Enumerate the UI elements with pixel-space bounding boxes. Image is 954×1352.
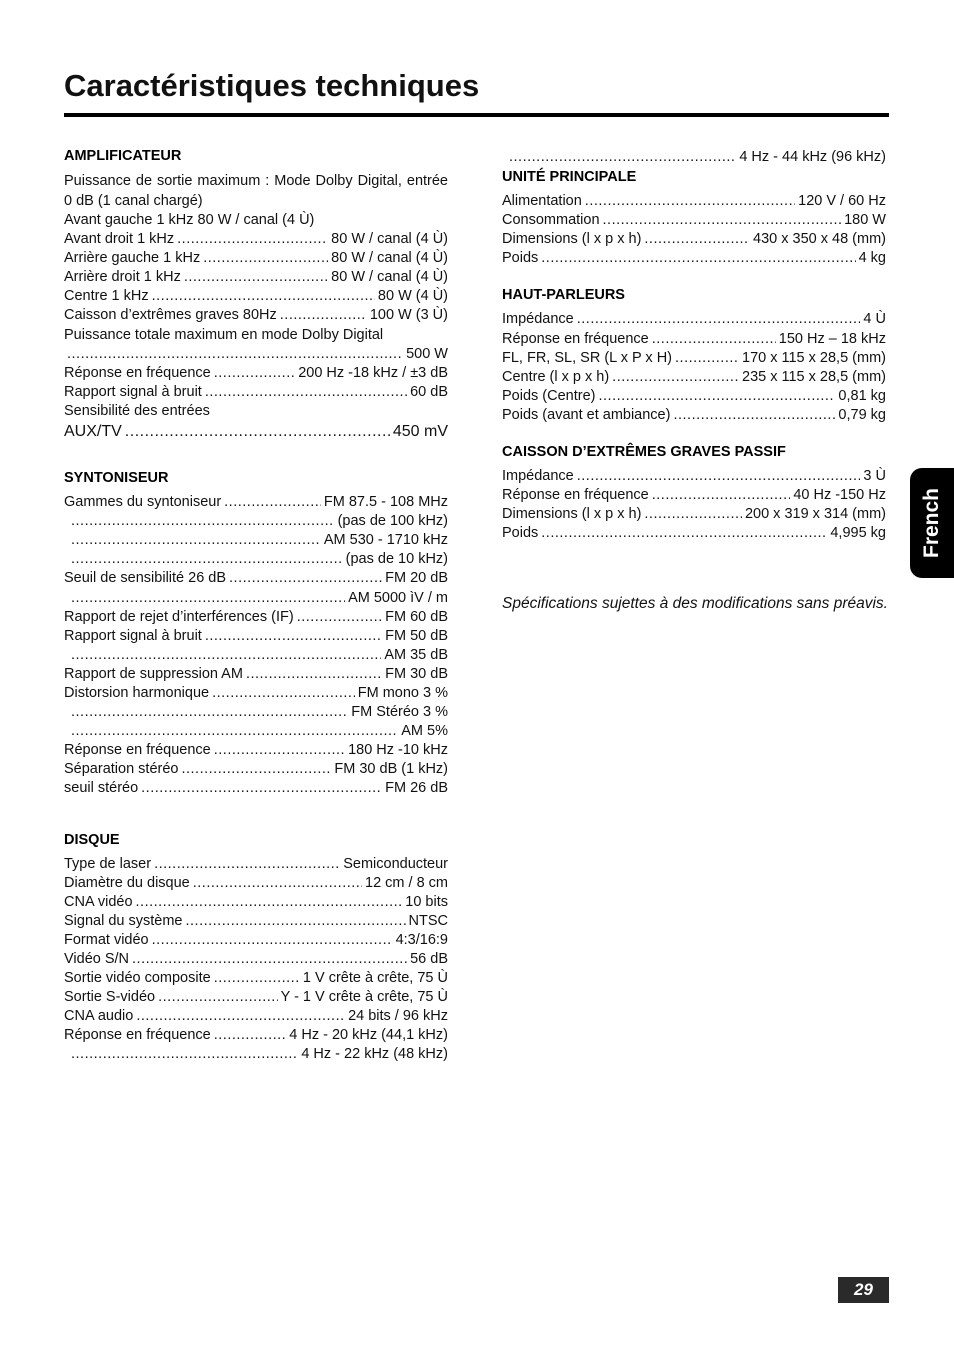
leader-dots <box>652 486 791 505</box>
spec-label: Rapport signal à bruit <box>64 627 202 644</box>
spec-row <box>502 211 886 230</box>
spec-row <box>64 893 448 912</box>
leader-dots <box>673 406 835 425</box>
spec-value: NTSC <box>408 912 448 929</box>
spec-label: Sortie S-vidéo <box>64 989 156 1006</box>
disclaimer-note: Spécifications sujettes à des modifications sans préavis. <box>502 595 888 612</box>
section-unite-principale <box>502 169 886 268</box>
spec-label: Seuil de sensibilité 26 dB <box>64 570 227 587</box>
spec-value: 10 bits <box>405 893 448 910</box>
leader-dots <box>603 211 842 230</box>
spec-value: 180 W <box>844 212 886 229</box>
spec-label: Alimentation <box>502 193 582 210</box>
spec-label: Dimensions (l x p x h) <box>502 506 642 523</box>
spec-row <box>64 874 448 893</box>
spec-row <box>64 912 448 931</box>
spec-row <box>64 306 448 325</box>
spec-row <box>502 467 886 486</box>
amp-intro-line: Avant gauche 1 kHz 80 W / canal (4 Ù) <box>64 212 315 228</box>
spec-row <box>64 646 448 665</box>
leader-dots <box>185 912 405 931</box>
spec-label: FL, FR, SL, SR (L x P x H) <box>502 349 673 366</box>
spec-label: Type de laser <box>64 855 152 872</box>
leader-dots <box>229 569 382 588</box>
spec-label: Avant droit 1 kHz <box>64 231 175 248</box>
spec-row <box>502 368 886 387</box>
section-title: AMPLIFICATEUR <box>64 148 182 164</box>
leader-dots <box>71 722 398 741</box>
leader-dots <box>577 310 861 329</box>
spec-value: 12 cm / 8 cm <box>365 874 448 891</box>
leader-dots <box>67 345 403 364</box>
leader-dots <box>205 627 382 646</box>
spec-label: Réponse en fréquence <box>502 330 649 347</box>
spec-row <box>64 741 448 760</box>
leader-dots <box>675 349 739 368</box>
spec-label: Centre (l x p x h) <box>502 368 610 385</box>
spec-value: 4:3/16:9 <box>395 931 448 948</box>
leader-dots <box>71 703 348 722</box>
spec-value: FM 30 dB <box>385 665 448 682</box>
spec-row <box>64 512 448 531</box>
leader-dots <box>224 493 321 512</box>
leader-dots <box>141 779 382 798</box>
leader-dots <box>644 505 742 524</box>
leader-dots <box>214 969 300 988</box>
spec-value: 24 bits / 96 kHz <box>348 1008 448 1025</box>
spec-row <box>64 608 448 627</box>
spec-row <box>64 779 448 798</box>
language-tab-label: French <box>920 487 943 559</box>
spec-label: Caisson d’extrêmes graves 80Hz <box>64 307 277 324</box>
spec-value: FM Stéréo 3 % <box>351 704 448 721</box>
spec-value: AM 5% <box>401 723 448 740</box>
section-title: SYNTONISEUR <box>64 470 169 487</box>
spec-label: Sortie vidéo composite <box>64 970 211 987</box>
spec-row <box>64 969 448 988</box>
leader-dots <box>203 249 328 268</box>
leader-dots <box>246 665 382 684</box>
section-title: DISQUE <box>64 831 120 848</box>
spec-value: (pas de 100 kHz) <box>337 513 448 530</box>
spec-label: Séparation stéréo <box>64 761 179 778</box>
spec-value: AM 530 - 1710 kHz <box>323 532 448 549</box>
spec-row <box>502 486 886 505</box>
title-rule <box>64 113 889 117</box>
leader-dots <box>152 931 393 950</box>
spec-row <box>64 421 448 442</box>
section-haut-parleurs <box>502 287 886 425</box>
spec-row <box>64 950 448 969</box>
spec-row <box>64 627 448 646</box>
leader-dots <box>177 230 328 249</box>
sens-label: Sensibilité des entrées <box>64 402 210 419</box>
spec-label: Réponse en fréquence <box>64 364 211 381</box>
leader-dots <box>214 364 295 383</box>
spec-label: Impédance <box>502 468 574 485</box>
leader-dots <box>214 1026 287 1045</box>
section-title: HAUT-PARLEURS <box>502 287 625 304</box>
spec-row <box>64 931 448 950</box>
section-title: UNITÉ PRINCIPALE <box>502 169 637 186</box>
spec-value: 500 W <box>406 345 448 362</box>
spec-value: 450 mV <box>392 423 448 441</box>
spec-row <box>502 406 886 425</box>
spec-label: Vidéo S/N <box>64 951 130 967</box>
spec-value: FM 20 dB <box>385 570 448 587</box>
spec-value: 235 x 115 x 28,5 (mm) <box>742 368 886 385</box>
section-caisson <box>502 444 886 543</box>
leader-dots <box>152 287 375 306</box>
spec-value: AM 35 dB <box>384 646 448 663</box>
spec-value: 200 x 319 x 314 (mm) <box>744 506 886 523</box>
spec-row <box>502 249 886 268</box>
spec-value: AM 5000 ìV / m <box>348 589 448 606</box>
spec-value: 150 Hz – 18 kHz <box>778 330 886 347</box>
spec-value: Semiconducteur <box>343 855 448 872</box>
spec-label: CNA vidéo <box>64 893 133 910</box>
spec-label: Réponse en fréquence <box>64 1027 211 1044</box>
spec-label: Réponse en fréquence <box>64 742 211 759</box>
leader-dots <box>541 524 827 543</box>
spec-row <box>502 148 886 167</box>
spec-value: 80 W / canal (4 Ù) <box>331 250 448 267</box>
spec-value: FM 26 dB <box>385 780 448 797</box>
left-column <box>64 148 448 1065</box>
leader-dots <box>297 608 382 627</box>
spec-value: FM mono 3 % <box>357 684 448 701</box>
spec-label: seuil stéréo <box>64 780 139 797</box>
spec-label: Rapport signal à bruit <box>64 383 202 400</box>
page-title: Caractéristiques techniques <box>64 68 480 103</box>
spec-label: Signal du système <box>64 912 183 929</box>
spec-row <box>64 230 448 249</box>
spec-value: 4 Hz - 20 kHz (44,1 kHz) <box>289 1027 448 1044</box>
spec-value: 4,995 kg <box>830 525 886 542</box>
right-column <box>502 148 886 543</box>
spec-row <box>64 589 448 608</box>
spec-row <box>64 550 448 569</box>
spec-value: (pas de 10 kHz) <box>345 551 448 568</box>
spec-row <box>64 760 448 779</box>
spec-row <box>64 249 448 268</box>
spec-label: Poids (avant et ambiance) <box>502 406 671 423</box>
spec-value: Y - 1 V crête à crête, 75 Ù <box>280 989 448 1006</box>
leader-dots <box>158 988 278 1007</box>
spec-value: 430 x 350 x 48 (mm) <box>753 231 886 248</box>
spec-row <box>502 349 886 368</box>
spec-label: Impédance <box>502 311 574 328</box>
leader-dots <box>280 306 367 325</box>
spec-row <box>64 268 448 287</box>
spec-value: 4 kg <box>858 250 886 267</box>
spec-value: 40 Hz -150 Hz <box>793 487 886 504</box>
leader-dots <box>652 330 776 349</box>
spec-row <box>64 383 448 402</box>
spec-row <box>64 531 448 550</box>
leader-dots <box>205 383 407 402</box>
spec-label: Rapport de rejet d’interférences (IF) <box>64 608 294 625</box>
section-disque <box>64 832 448 1065</box>
spec-value: 4 Hz - 22 kHz (48 kHz) <box>301 1046 448 1063</box>
leader-dots <box>181 760 331 779</box>
section-amplificateur <box>64 148 448 442</box>
leader-dots <box>577 467 861 486</box>
spec-value: FM 30 dB (1 kHz) <box>334 761 448 778</box>
spec-row <box>64 364 448 383</box>
leader-dots <box>154 855 340 874</box>
spec-row <box>64 1045 448 1064</box>
leader-dots <box>585 192 795 211</box>
spec-value: 4 Ù <box>863 311 886 328</box>
spec-row <box>64 703 448 722</box>
spec-value: 60 dB <box>410 383 448 400</box>
leader-dots <box>136 893 403 912</box>
leader-dots <box>71 531 321 550</box>
page-number: 29 <box>838 1277 889 1303</box>
leader-dots <box>612 368 739 387</box>
spec-value: 0,79 kg <box>838 406 886 423</box>
spec-label: Dimensions (l x p x h) <box>502 231 642 248</box>
spec-value: FM 60 dB <box>385 608 448 625</box>
spec-row <box>502 230 886 249</box>
spec-row <box>64 684 448 703</box>
spec-row <box>502 505 886 524</box>
spec-label: Consommation <box>502 212 600 229</box>
section-title: CAISSON D’EXTRÊMES GRAVES PASSIF <box>502 444 786 461</box>
spec-label: CNA audio <box>64 1008 134 1025</box>
amp-intro: Puissance de sortie maximum : Mode Dolby Digital, entrée 0 dB (1 canal chargé) <box>64 173 448 209</box>
spec-value: 100 W (3 Ù) <box>369 307 448 324</box>
leader-dots <box>193 874 362 893</box>
leader-dots <box>136 1007 345 1026</box>
leader-dots <box>71 512 335 531</box>
spec-row <box>64 287 448 306</box>
spec-label: Distorsion harmonique <box>64 684 210 701</box>
leader-dots <box>71 589 345 608</box>
leader-dots <box>71 550 343 569</box>
leader-dots <box>71 1045 298 1064</box>
leader-dots <box>132 950 407 969</box>
spec-row <box>64 665 448 684</box>
leader-dots <box>212 684 355 703</box>
leader-dots <box>184 268 328 287</box>
spec-value: 80 W / canal (4 Ù) <box>331 269 448 286</box>
spec-label: Rapport de suppression AM <box>64 665 243 682</box>
spec-label: Format vidéo <box>64 931 149 948</box>
spec-value: FM 87.5 - 108 MHz <box>323 494 448 511</box>
spec-row <box>64 345 448 364</box>
spec-row <box>64 855 448 874</box>
spec-value: 170 x 115 x 28,5 (mm) <box>742 349 886 366</box>
spec-label: Arrière droit 1 kHz <box>64 269 181 286</box>
spec-row <box>502 524 886 543</box>
leader-dots <box>71 646 381 665</box>
spec-value: 3 Ù <box>863 468 886 485</box>
spec-label: Centre 1 kHz <box>64 288 149 305</box>
leader-dots <box>644 230 750 249</box>
language-tab <box>910 468 954 578</box>
spec-value: 80 W (4 Ù) <box>377 288 448 305</box>
spec-row <box>64 1007 448 1026</box>
spec-label: Poids <box>502 250 539 267</box>
spec-value: 56 dB <box>410 951 448 967</box>
leader-dots <box>509 148 736 167</box>
leader-dots <box>125 421 390 442</box>
spec-row <box>64 493 448 512</box>
spec-label: Poids (Centre) <box>502 387 596 404</box>
leader-dots <box>214 741 345 760</box>
spec-value: 4 Hz - 44 kHz (96 kHz) <box>739 149 886 165</box>
spec-value: 1 V crête à crête, 75 Ù <box>302 970 448 987</box>
spec-row <box>502 310 886 329</box>
spec-value: FM 50 dB <box>385 627 448 644</box>
spec-value: 80 W / canal (4 Ù) <box>331 231 448 248</box>
spec-row <box>64 1026 448 1045</box>
spec-value: 200 Hz -18 kHz / ±3 dB <box>298 364 448 381</box>
spec-row <box>64 988 448 1007</box>
spec-row <box>502 387 886 406</box>
spec-label: Diamètre du disque <box>64 874 190 891</box>
spec-label: Arrière gauche 1 kHz <box>64 250 201 267</box>
spec-row <box>502 330 886 349</box>
spec-label: Gammes du syntoniseur <box>64 494 222 511</box>
leader-dots <box>541 249 855 268</box>
amp-total-label: Puissance totale maximum en mode Dolby Digital <box>64 326 384 343</box>
spec-row <box>64 722 448 741</box>
spec-value: 120 V / 60 Hz <box>798 193 886 210</box>
section-syntoniseur <box>64 470 448 799</box>
spec-label: Poids <box>502 525 539 542</box>
spec-row <box>64 569 448 588</box>
spec-value: 0,81 kg <box>838 387 886 404</box>
spec-label: AUX/TV <box>64 423 122 441</box>
spec-row <box>502 192 886 211</box>
spec-label: Réponse en fréquence <box>502 487 649 504</box>
spec-value: 180 Hz -10 kHz <box>348 742 448 759</box>
leader-dots <box>598 387 835 406</box>
